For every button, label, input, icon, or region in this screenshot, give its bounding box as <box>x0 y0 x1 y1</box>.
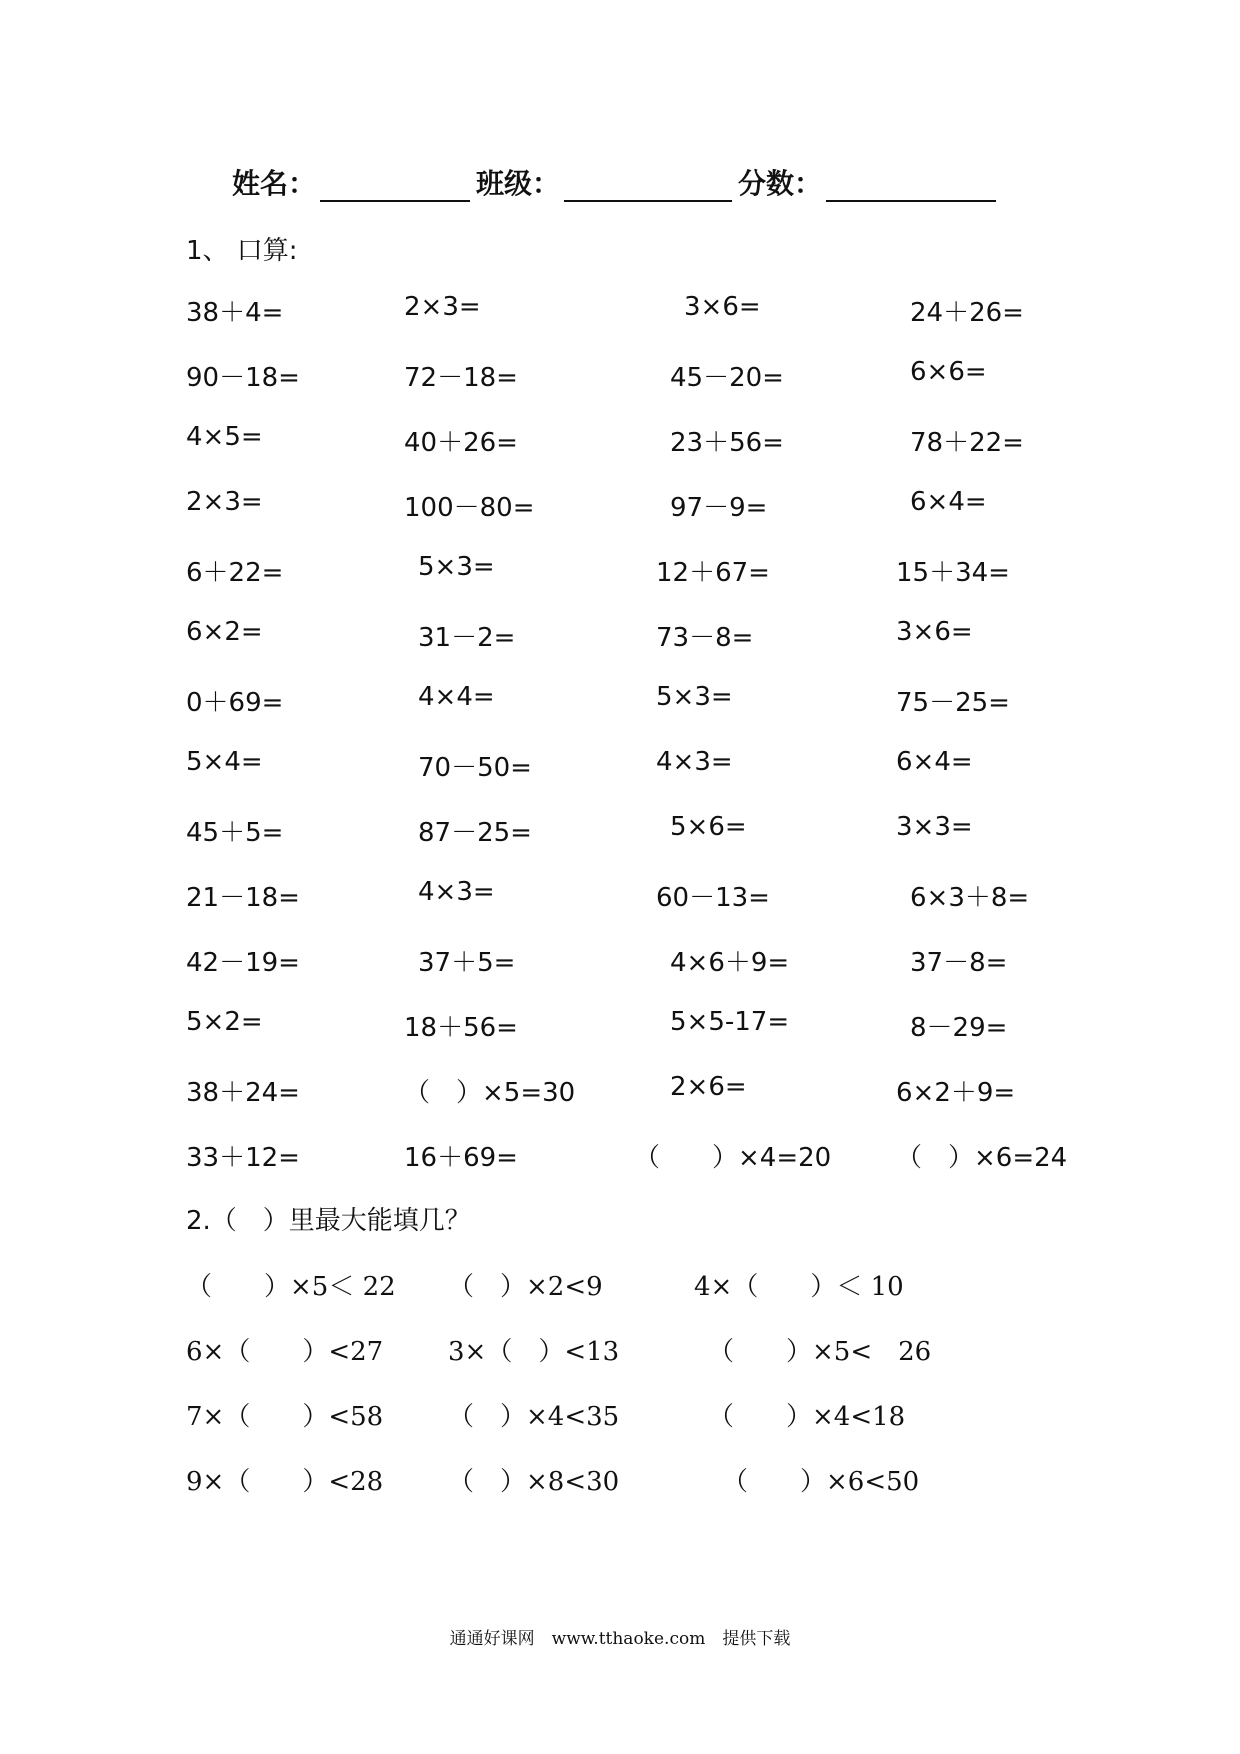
footer-credit: 通通好课网 www.tthaoke.com 提供下载 <box>449 1629 791 1649</box>
score-blank[interactable] <box>826 170 996 202</box>
arithmetic-problem: 75－25= <box>896 688 1010 718</box>
arithmetic-problem: 6×2＋9= <box>896 1078 1016 1108</box>
inequality-row <box>186 1266 1086 1331</box>
arithmetic-problem: 87－25= <box>418 818 532 848</box>
inequality-problem: 6×（ ）<27 <box>186 1337 384 1367</box>
arithmetic-problem: （ ）×6=24 <box>896 1143 1068 1173</box>
inequality-problem: （ ）×4<35 <box>448 1402 620 1432</box>
inequality-problem: 9×（ ）<28 <box>186 1467 384 1497</box>
arithmetic-problem: 6×2= <box>186 617 263 647</box>
arithmetic-problem: 37－8= <box>910 948 1008 978</box>
arithmetic-problem: 73－8= <box>656 623 754 653</box>
arithmetic-problem: 15＋34= <box>896 558 1010 588</box>
problem-row <box>186 357 1086 422</box>
arithmetic-problem: 4×4= <box>418 682 495 712</box>
arithmetic-problem: 8－29= <box>910 1013 1008 1043</box>
name-label: 姓名： <box>232 167 317 200</box>
arithmetic-problem: 40＋26= <box>404 428 518 458</box>
problem-row <box>186 812 1086 877</box>
student-info-header <box>232 162 1002 202</box>
arithmetic-problem: 6×6= <box>910 357 987 387</box>
arithmetic-problem: 45－20= <box>670 363 784 393</box>
inequality-problem: （ ）×5< 26 <box>708 1337 932 1367</box>
arithmetic-problem: 3×3= <box>896 812 973 842</box>
inequality-problem: 3×（ ）<13 <box>448 1337 620 1367</box>
inequality-problem: （ ）×5＜ 22 <box>186 1272 396 1302</box>
inequality-row <box>186 1331 1086 1396</box>
arithmetic-problem: 18＋56= <box>404 1013 518 1043</box>
problem-row <box>186 877 1086 942</box>
arithmetic-problem: 6＋22= <box>186 558 284 588</box>
problem-row <box>186 487 1086 552</box>
arithmetic-problem: 31－2= <box>418 623 516 653</box>
problem-row <box>186 747 1086 812</box>
arithmetic-problem: （ ）×4=20 <box>634 1143 832 1173</box>
problem-row <box>186 552 1086 617</box>
inequality-problem: （ ）×2<9 <box>448 1272 603 1302</box>
fill-max-number-grid <box>186 1266 1086 1526</box>
class-label: 班级： <box>476 167 561 200</box>
inequality-problem: （ ）×6<50 <box>722 1467 920 1497</box>
arithmetic-problem: 42－19= <box>186 948 300 978</box>
arithmetic-problem: 6×3＋8= <box>910 883 1030 913</box>
arithmetic-problem: 5×4= <box>186 747 263 777</box>
name-blank[interactable] <box>320 170 470 202</box>
arithmetic-problem: 5×5-17= <box>670 1007 790 1037</box>
problem-row <box>186 682 1086 747</box>
problem-row <box>186 942 1086 1007</box>
class-blank[interactable] <box>564 170 732 202</box>
problem-row <box>186 617 1086 682</box>
arithmetic-problem: 4×3= <box>656 747 733 777</box>
arithmetic-problem: 23＋56= <box>670 428 784 458</box>
arithmetic-problem: 37＋5= <box>418 948 516 978</box>
inequality-problem: （ ）×4<18 <box>708 1402 906 1432</box>
arithmetic-problem: 45＋5= <box>186 818 284 848</box>
arithmetic-problem: 2×6= <box>670 1072 747 1102</box>
arithmetic-problem: 100－80= <box>404 493 535 523</box>
arithmetic-problem: 2×3= <box>186 487 263 517</box>
mental-arithmetic-grid <box>186 292 1086 1202</box>
section2-title: 2.（ ）里最大能填几？ <box>186 1206 471 1236</box>
problem-row <box>186 1007 1086 1072</box>
arithmetic-problem: 78＋22= <box>910 428 1024 458</box>
arithmetic-problem: 60－13= <box>656 883 770 913</box>
arithmetic-problem: 38＋24= <box>186 1078 300 1108</box>
inequality-row <box>186 1461 1086 1526</box>
score-label: 分数： <box>738 167 823 200</box>
arithmetic-problem: 72－18= <box>404 363 518 393</box>
arithmetic-problem: 38＋4= <box>186 298 284 328</box>
problem-row <box>186 1072 1086 1137</box>
arithmetic-problem: 5×2= <box>186 1007 263 1037</box>
arithmetic-problem: 90－18= <box>186 363 300 393</box>
inequality-problem: 7×（ ）<58 <box>186 1402 384 1432</box>
arithmetic-problem: 0＋69= <box>186 688 284 718</box>
section1-title: 1、 口算: <box>186 236 298 266</box>
arithmetic-problem: 97－9= <box>670 493 768 523</box>
problem-row <box>186 292 1086 357</box>
arithmetic-problem: 12＋67= <box>656 558 770 588</box>
inequality-problem: （ ）×8<30 <box>448 1467 620 1497</box>
arithmetic-problem: 6×4= <box>896 747 973 777</box>
arithmetic-problem: 33＋12= <box>186 1143 300 1173</box>
arithmetic-problem: 16＋69= <box>404 1143 518 1173</box>
arithmetic-problem: 24＋26= <box>910 298 1024 328</box>
arithmetic-problem: （ ）×5=30 <box>404 1078 576 1108</box>
arithmetic-problem: 70－50= <box>418 753 532 783</box>
arithmetic-problem: 5×6= <box>670 812 747 842</box>
problem-row <box>186 1137 1086 1202</box>
arithmetic-problem: 2×3= <box>404 292 481 322</box>
arithmetic-problem: 4×6＋9= <box>670 948 790 978</box>
inequality-row <box>186 1396 1086 1461</box>
arithmetic-problem: 4×5= <box>186 422 263 452</box>
arithmetic-problem: 3×6= <box>684 292 761 322</box>
problem-row <box>186 422 1086 487</box>
arithmetic-problem: 3×6= <box>896 617 973 647</box>
arithmetic-problem: 6×4= <box>910 487 987 517</box>
arithmetic-problem: 21－18= <box>186 883 300 913</box>
arithmetic-problem: 5×3= <box>418 552 495 582</box>
inequality-problem: 4×（ ）＜ 10 <box>694 1272 904 1302</box>
arithmetic-problem: 4×3= <box>418 877 495 907</box>
arithmetic-problem: 5×3= <box>656 682 733 712</box>
